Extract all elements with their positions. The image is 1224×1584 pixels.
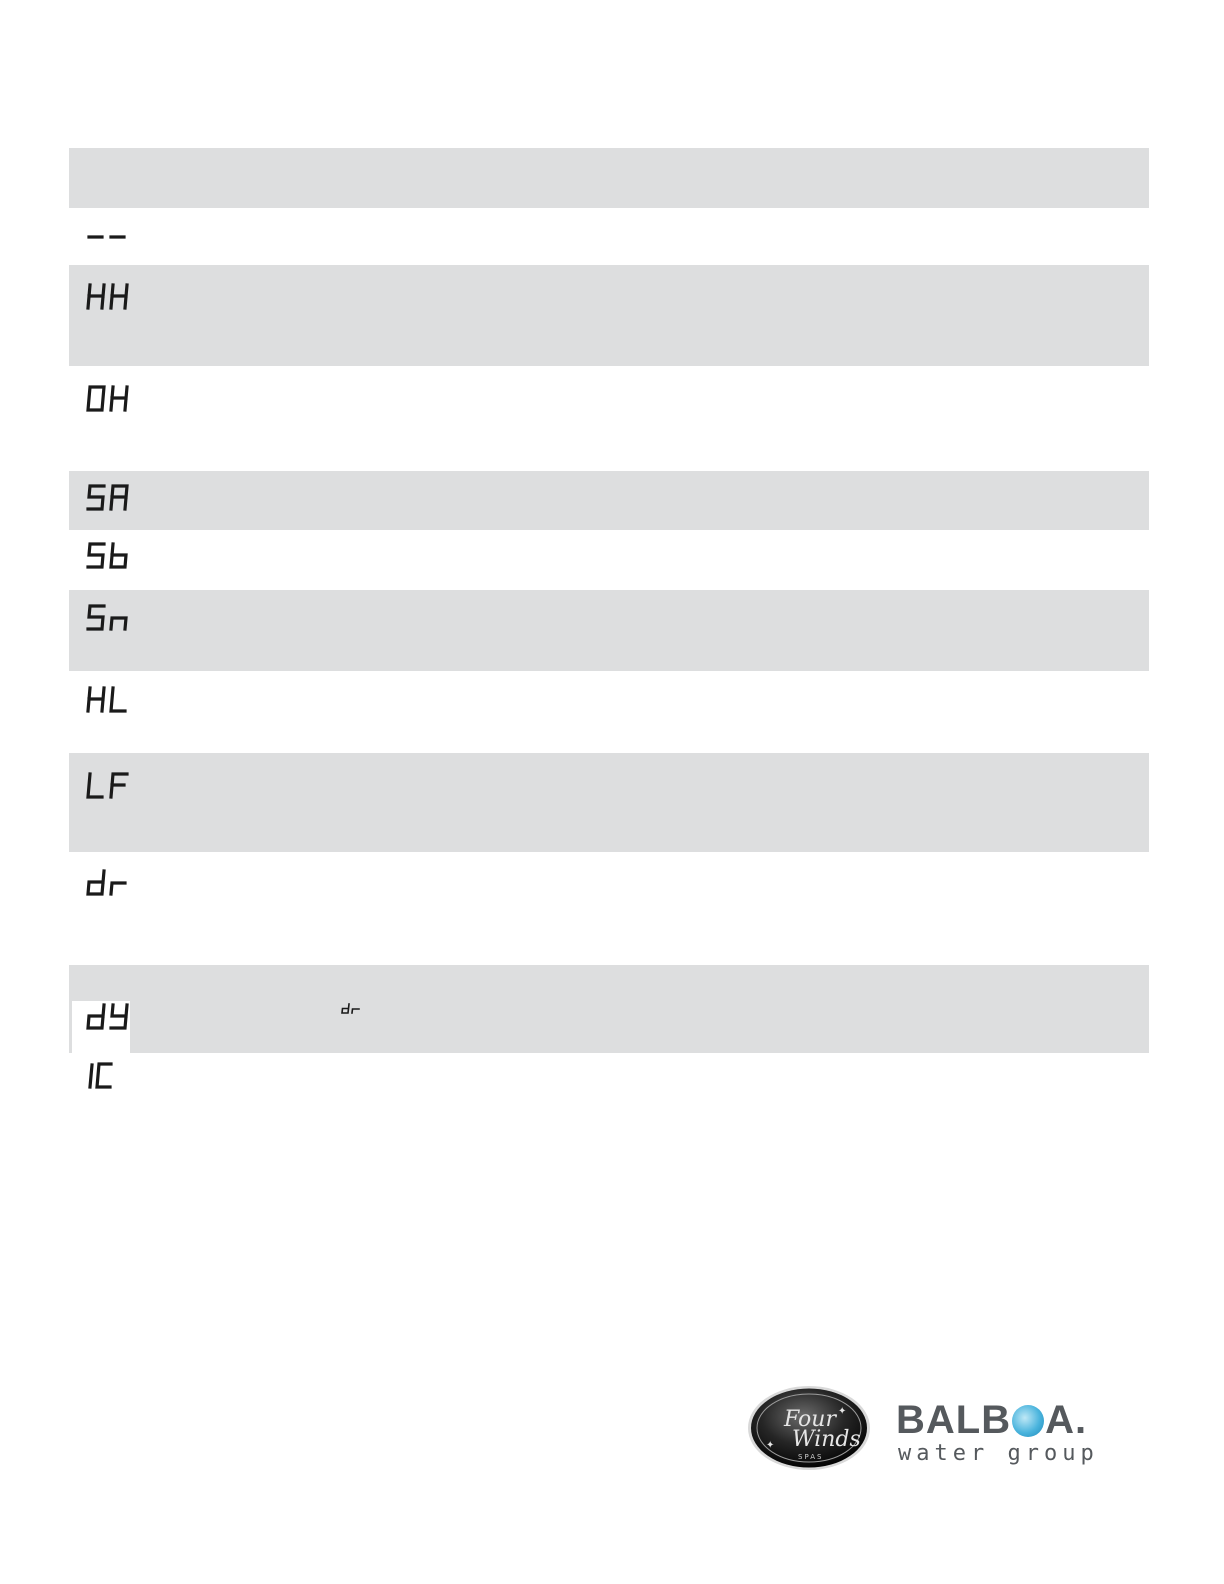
seven-segment-display (87, 543, 129, 569)
code-dr (87, 870, 129, 904)
seven-segment-display (87, 1063, 129, 1089)
table-header-row (69, 148, 1149, 208)
inline-code-dr (341, 1003, 361, 1015)
balboa-wordmark: BALB A. (896, 1398, 1088, 1442)
code-sa (87, 485, 129, 519)
table-row (69, 852, 1149, 965)
code-dashes (87, 220, 127, 254)
seven-segment-display (87, 773, 129, 799)
table-row (69, 590, 1149, 671)
code-sn (87, 605, 129, 639)
seven-segment-display (341, 1003, 361, 1015)
code-oh (87, 386, 129, 420)
seven-segment-display (87, 605, 129, 631)
balboa-water-group-logo (896, 1398, 1126, 1468)
svg-text:✦: ✦ (838, 1406, 847, 1417)
table-row (69, 1053, 1149, 1113)
seven-segment-display (87, 220, 127, 254)
table-row (69, 208, 1149, 265)
four-winds-spas-logo (746, 1384, 872, 1472)
svg-text:✦: ✦ (766, 1440, 775, 1451)
table-row (69, 671, 1149, 753)
table-row (69, 265, 1149, 366)
table-row (69, 965, 1149, 1053)
code-ic (87, 1063, 129, 1097)
table-row (69, 366, 1149, 471)
seven-segment-display (87, 386, 129, 412)
four-winds-line1: Four (784, 1407, 836, 1432)
brand-logos (746, 1384, 1126, 1476)
seven-segment-display (87, 1004, 129, 1030)
seven-segment-display (87, 687, 129, 713)
error-code-table (69, 148, 1149, 1113)
table-row (69, 471, 1149, 530)
code-hh (87, 284, 129, 318)
four-winds-line2: Winds (792, 1427, 861, 1452)
code-sb (87, 543, 129, 577)
seven-segment-display (87, 485, 129, 511)
table-row (69, 753, 1149, 852)
seven-segment-display (87, 284, 129, 310)
seven-segment-display (87, 870, 129, 896)
code-lf (87, 773, 129, 807)
table-row (69, 530, 1149, 590)
code-dy (87, 1004, 129, 1038)
balboa-subtitle: water group (898, 1441, 1099, 1466)
four-winds-line3: SPAS (798, 1453, 824, 1461)
balboa-o-icon (1012, 1405, 1044, 1437)
code-hl (87, 687, 129, 721)
